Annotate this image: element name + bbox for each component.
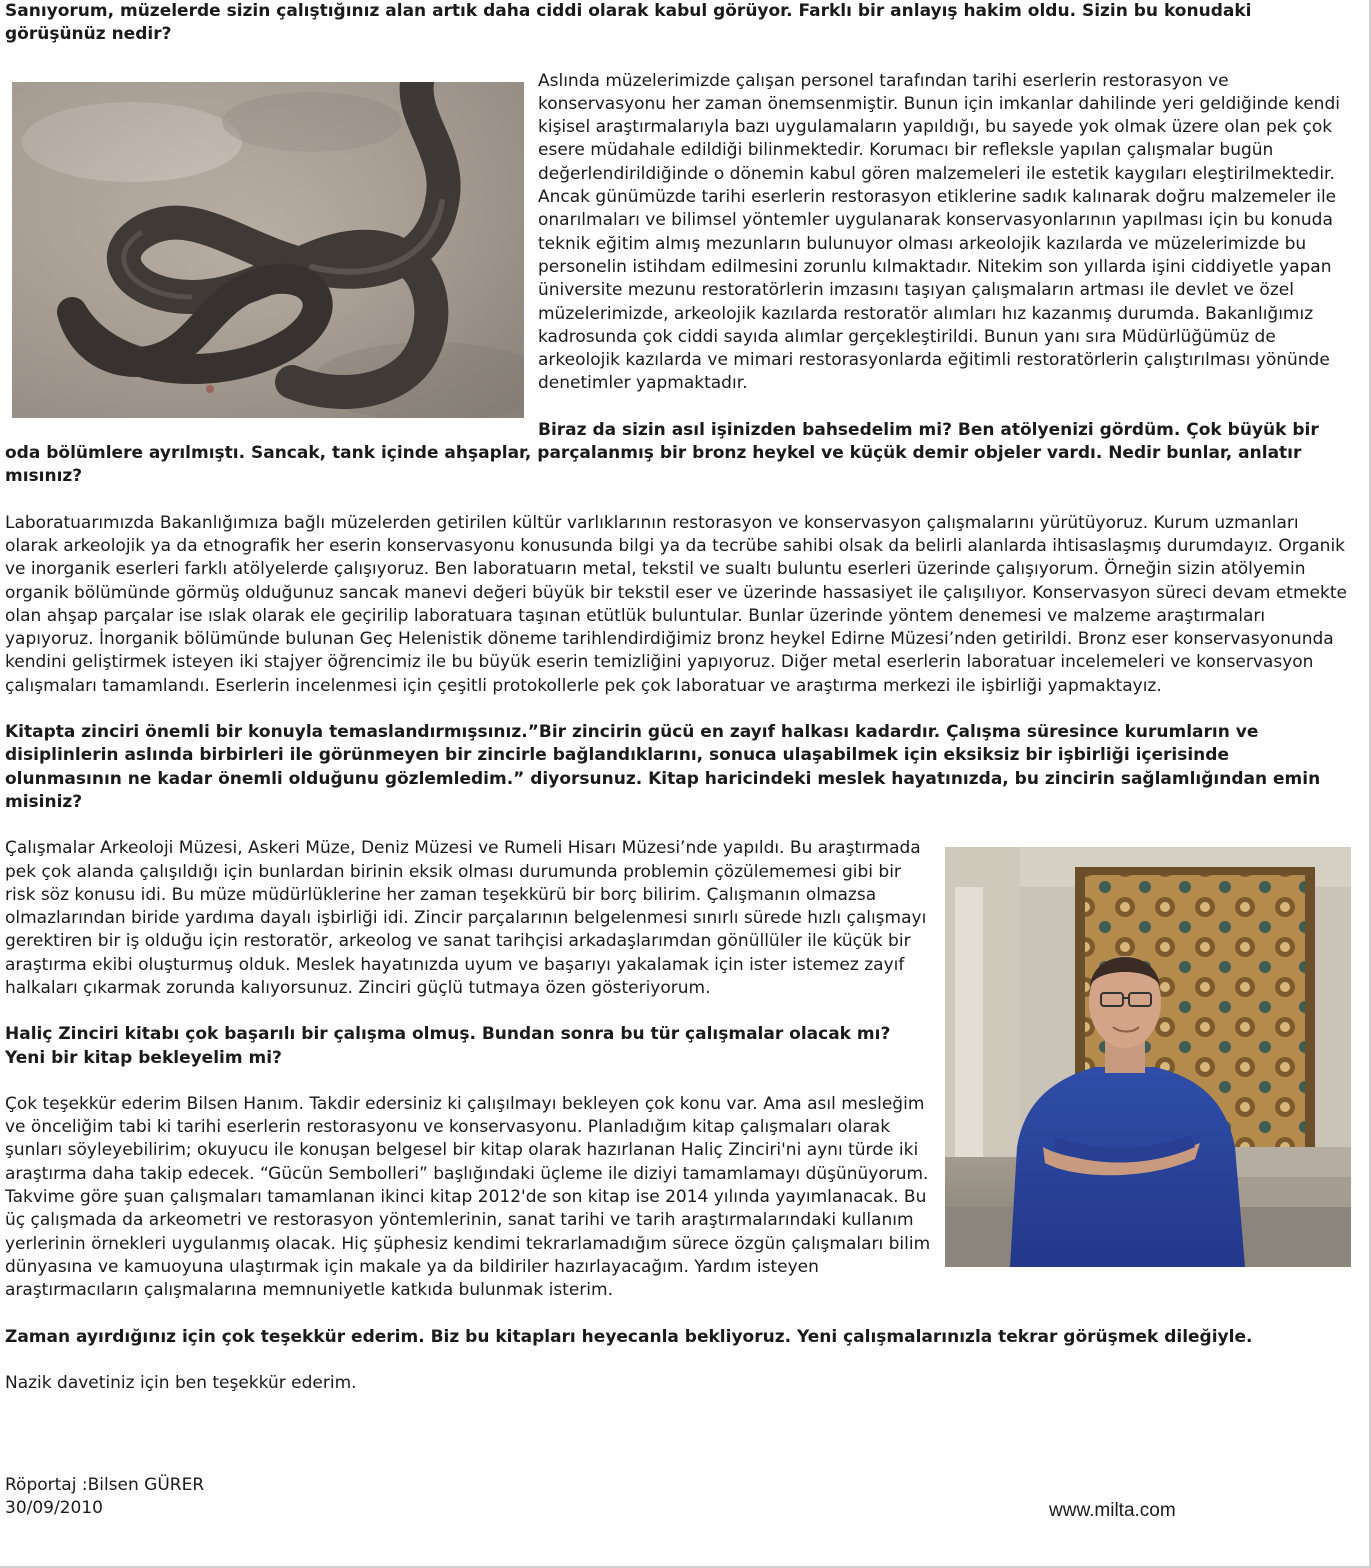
- publish-date: 30/09/2010: [5, 1498, 103, 1518]
- question-1: Sanıyorum, müzelerde sizin çalıştığınız alan artık daha ciddi olarak kabul görüyor. Farklı bir anlayış hakim oldu. Sizin bu konudaki görüşünüz nedir?: [5, 1, 1252, 45]
- website-url: www.milta.com: [1049, 1500, 1176, 1521]
- article-body: [5, 0, 1351, 1418]
- answer-5: Nazik davetiniz için ben teşekkür ederim.: [5, 1372, 357, 1393]
- question-4: Haliç Zinciri kitabı çok başarılı bir çalışma olmuş. Bundan sonra bu tür çalışmalar olacak mı? Yeni bir kitap bekleyelim mi?: [5, 1024, 891, 1068]
- portrait-photo: [945, 847, 1351, 1267]
- question-5: Zaman ayırdığınız için çok teşekkür ederim. Biz bu kitapları heyecanla bekliyoruz. Yeni çalışmalarınızla tekrar görüşmek dileğiyle.: [5, 1326, 1253, 1347]
- answer-3: Çalışmalar Arkeoloji Müzesi, Askeri Müze, Deniz Müzesi ve Rumeli Hisarı Müzesi’nde yapıldı. Bu araştırmada pek çok alanda çalışıldığı için bunlardan birinin eksik olması durumunda problemin çözülememesi gibi bir risk söz konusu idi. Bu müze müdürlüklerine her zaman teşekkürü bir borç bilirim. Çalışmanın olmazsa olmazlarından biride yardıma dayalı işbirliği idi. Zincir parçalarının belgelenmesi sınırlı sürede hızlı çalışmayı gerektiren bir iş olduğu için restoratör, arkeolog ve sanat tarihçisi arkadaşlarımdan gönüllüler ile küçük bir araştırma ekibi oluşturmuş olduk. Meslek hayatınızda uyum ve başarıyı yakalamak için ister istemez zayıf halkaları çıkarmak zorunda kalıyorsunuz. Zinciri güçlü tutmaya özen gösteriyorum.: [5, 838, 927, 998]
- footer-credits: [5, 1474, 204, 1520]
- answer-4: Çok teşekkür ederim Bilsen Hanım. Takdir edersiniz ki çalışılmayı bekleyen çok konu var. Ama asıl mesleğim ve önceliğim tabi ki tarihi eserlerin restorasyonu ve konservasyonu. Planladığım kitap çalışmaları olarak şunları söyleyebilirim; okuyucu ile konuşan belgesel bir kitap olarak hazırlanan Haliç Zinciri'ni aynı türde iki araştırma daha takip edecek. “Gücün Sembolleri” başlığındaki üçleme ile diziyi tamamlamayı düşünüyorum. Takvime göre şuan çalışmaları tamamlanan ikinci kitap 2012'de son kitap ise 2014 yılında yayımlanacak. Bu üç çalışmada da arkeometri ve restorasyon yöntemlerinin, sanat tarihi ve tarih araştırmalarındaki kullanım yerlerinin örnekleri uygulanmış olacak. Hiç şüphesiz kendimi tekrarlamadığım sürece özgün çalışmaları bilim dünyasına ve kamuoyuna ulaştırmak için makale ya da bildiriler hazırlayacağım. Yardım isteyen araştırmacıların çalışmalarına memnuniyetle katkıda bulunmak isterim.: [5, 1093, 931, 1301]
- answer-1: Aslında müzelerimizde çalışan personel tarafından tarihi eserlerin restorasyon ve konservasyonu her zaman önemsenmiştir. Bunun için imkanlar dahilinde yeri geldiğinde kendi kişisel araştırmalarıyla bazı uygulamaların yapıldığı, bu sayede yok olmak üzere olan pek çok esere müdahale edildiği bilinmektedir. Korumacı bir refleksle yapılan çalışmalar bugün değerlendirildiğinde o dönemin kabul gören malzemeleri ile estetik kaygıları eleştirilmektedir. Ancak günümüzde tarihi eserlerin restorasyon etiklerine sadık kalınarak doğru malzemeler ile onarılmaları ve bilimsel yöntemler uygulanarak konservasyonlarının yapılması için bu konuda teknik eğitim almış mezunların bulunuyor olması arkeolojik kazılarda ve müzelerimizde bu personelin istihdam edilmesini zorunlu kılmaktadır. Nitekim son yıllarda işini ciddiyetle yapan üniversite mezunu restoratörlerin imzasını taşıyan çalışmaların artması ile devlet ve özel müzelerimizde, arkeolojik kazılarda restoratör alımları hız kazanmış durumda. Bakanlığımız kadrosunda çok ciddi sayıda alımlar gerçekleştirildi. Bunun yanı sıra Müdürlüğümüz de arkeolojik kazılarda ve mimari restorasyonlarda eğitimli restoratörlerin çalıştırılması yönünde denetimler yapmaktadır.: [538, 70, 1340, 394]
- chain-photo: [12, 82, 524, 418]
- question-2: Biraz da sizin asıl işinizden bahsedelim mi? Ben atölyenizi gördüm. Çok büyük bir oda bölümlere ayrılmıştı. Sancak, tank içinde ahşaplar, parçalanmış bir bronz heykel ve küçük demir objeler vardı. Nedir bunlar, anlatır mısınız?: [5, 419, 1319, 487]
- author-credit: Röportaj :Bilsen GÜRER: [5, 1475, 205, 1495]
- answer-2: Laboratuarımızda Bakanlığımıza bağlı müzelerden getirilen kültür varlıklarının restorasyon ve konservasyon çalışmalarını yürütüyoruz. Kurum uzmanları olarak arkeolojik ya da etnografik her eserin konservasyonu konusunda bilgi ya da tecrübe sahibi olsak da belirli alanlarda ihtisaslaşmış durumdayız. Organik ve inorganik eserleri farklı atölyelerde çalışıyoruz. Ben laboratuarın metal, tekstil ve sualtı buluntu eserleri üzerinde çalışıyorum. Örneğin sizin atölyemin organik bölümünde görmüş olduğunuz sancak manevi değeri büyük bir tekstil eser ve üzerinde hassasiyet ile çalışılıyor. Konservasyon süreci devam etmekte olan ahşap parçalar ise ıslak olarak ele geçirilip laboratuara taşınan etütlük buluntular. Bunlar üzerinde yöntem denemesi ve malzeme araştırmaları yapıyoruz. İnorganik bölümünde bulunan Geç Helenistik döneme tarihlendirdiğimiz bronz heykel Edirne Müzesi’nden getirildi. Bronz eser konservasyonunda kendini geliştirmek isteyen iki stajyer öğrencimiz ile bu büyük eserin temizliğini yapıyoruz. Diğer metal eserlerin laboratuar incelemeleri ve konservasyon çalışmaları tamamlandı. Eserlerin incelenmesi için çeşitli protokollerle pek çok laboratuar ve araştırma merkezi ile işbirliği yapmaktayız.: [5, 512, 1347, 696]
- question-3: Kitapta zinciri önemli bir konuyla temaslandırmışsınız.”Bir zincirin gücü en zayıf halkası kadardır. Çalışma süresince kurumların ve disiplinlerin aslında birbirleri ile görünmeyen bir zincirle bağlandıklarını, sonuca ulaşabilmek için eksiksiz bir işbirliği içerisinde olunmasının ne kadar önemli olduğunu gözlemledim.” diyorsunuz. Kitap haricindeki meslek hayatınızda, bu zincirin sağlamlığından emin misiniz?: [5, 722, 1321, 812]
